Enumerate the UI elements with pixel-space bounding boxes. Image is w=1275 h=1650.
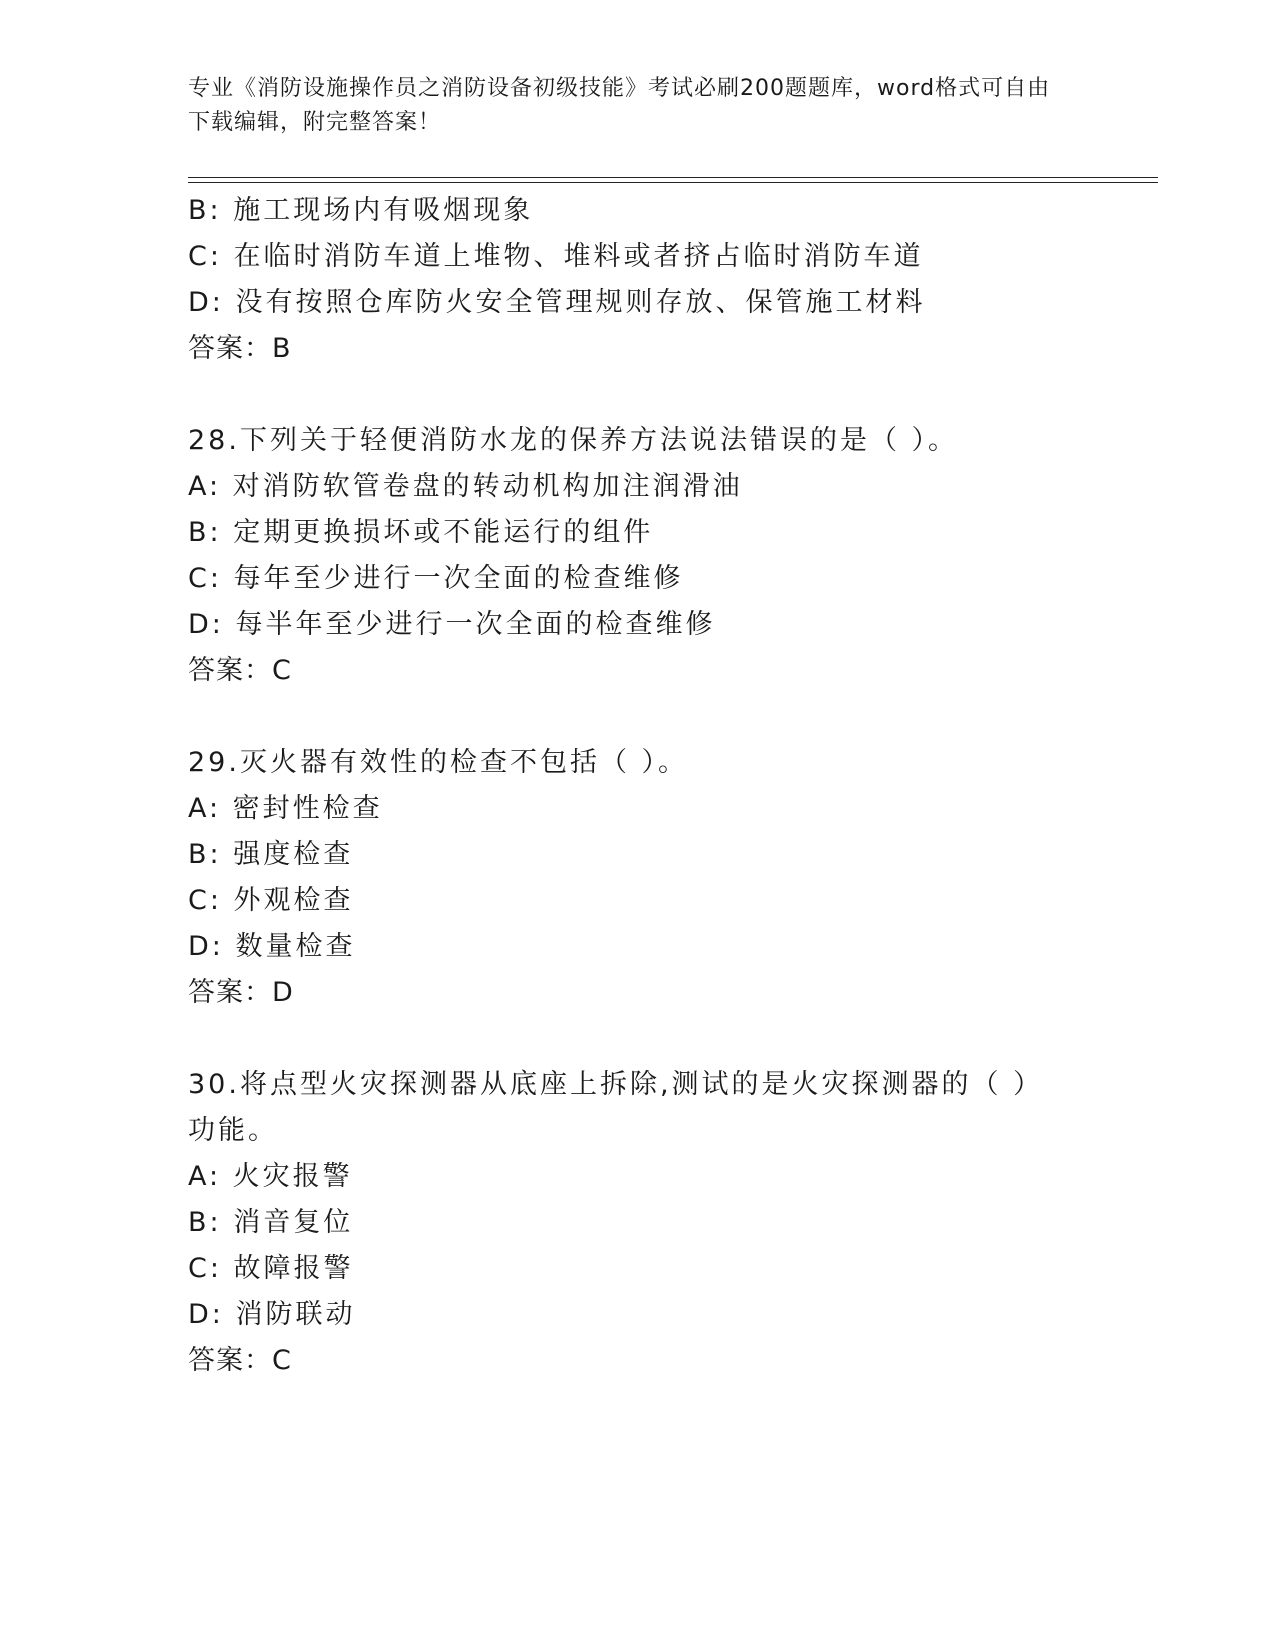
spacer (188, 694, 1088, 740)
option-d: D: 每半年至少进行一次全面的检查维修 (188, 609, 716, 640)
header-divider-thin (188, 182, 1158, 183)
option-c: C: 故障报警 (188, 1253, 354, 1284)
spacer (188, 1016, 1088, 1062)
option-a: A: 对消防软管卷盘的转动机构加注润滑油 (188, 471, 743, 502)
option-a: A: 密封性检查 (188, 793, 383, 824)
option-b: B: 消音复位 (188, 1207, 354, 1238)
question-block-29 (188, 740, 1088, 1016)
option-b: B: 施工现场内有吸烟现象 (188, 195, 534, 226)
option-b: B: 定期更换损坏或不能运行的组件 (188, 517, 654, 548)
question-stem: 29.灭火器有效性的检查不包括（ ）。 (188, 747, 689, 778)
spacer (188, 372, 1088, 418)
option-d: D: 数量检查 (188, 931, 356, 962)
question-stem: 30.将点型火灾探测器从底座上拆除,测试的是火灾探测器的（ ）功能。 (188, 1069, 1044, 1146)
option-c: C: 每年至少进行一次全面的检查维修 (188, 563, 684, 594)
document-body (188, 188, 1088, 1384)
option-d: D: 消防联动 (188, 1299, 356, 1330)
question-stem: 28.下列关于轻便消防水龙的保养方法说法错误的是（ ）。 (188, 425, 959, 456)
option-d: D: 没有按照仓库防火安全管理规则存放、保管施工材料 (188, 287, 926, 318)
answer: 答案：C (188, 655, 292, 686)
question-block-28 (188, 418, 1088, 694)
header-title: 专业《消防设施操作员之消防设备初级技能》考试必刷200题题库，word格式可自由下载编辑，附完整答案！ (188, 76, 1051, 135)
answer: 答案：B (188, 333, 292, 364)
answer: 答案：D (188, 977, 294, 1008)
document-header (188, 72, 1068, 140)
answer: 答案：C (188, 1345, 292, 1376)
option-b: B: 强度检查 (188, 839, 354, 870)
option-c: C: 在临时消防车道上堆物、堆料或者挤占临时消防车道 (188, 241, 924, 272)
option-a: A: 火灾报警 (188, 1161, 353, 1192)
header-divider (188, 177, 1158, 178)
question-block-27 (188, 188, 1088, 372)
question-block-30 (188, 1062, 1088, 1384)
option-c: C: 外观检查 (188, 885, 354, 916)
